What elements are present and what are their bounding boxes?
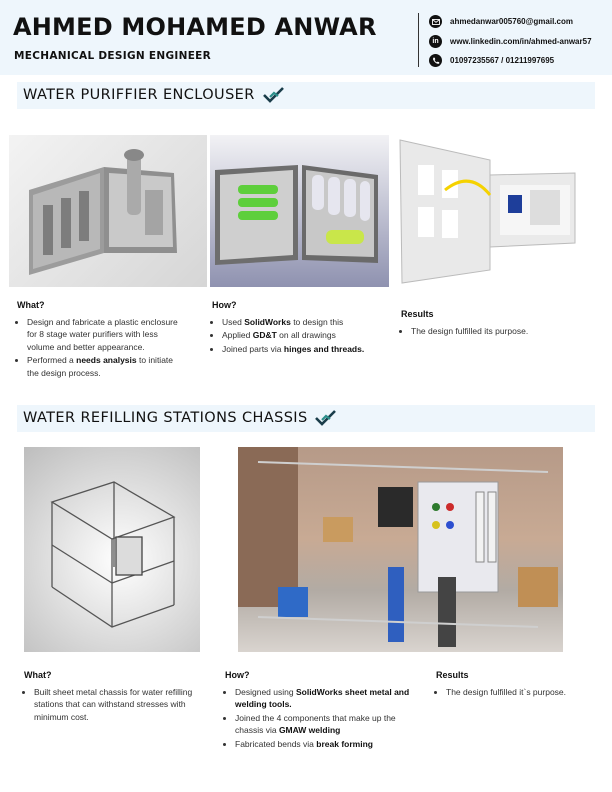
how-section <box>225 669 420 751</box>
what-list <box>24 686 209 724</box>
list-item: • Designed using SolidWorks sheet metal and welding tools. <box>235 686 420 711</box>
check-icon <box>262 85 286 104</box>
how-section <box>212 299 367 356</box>
email-text[interactable]: ahmedanwar005760@gmail.com <box>450 17 573 26</box>
how-list <box>225 686 420 751</box>
list-item: • Applied GD&T on all drawings <box>222 329 367 342</box>
project-title: WATER REFILLING STATIONS CHASSIS <box>23 410 308 426</box>
list-item: • Built sheet metal chassis for water refilling stations that can withstand stresses with minimum cost. <box>34 686 209 724</box>
list-item: • Design and fabricate a plastic enclosure for 8 stage water purifiers with less volume and better appearance. <box>27 316 182 354</box>
list-item: • Performed a needs analysis to initiate the design process. <box>27 354 182 379</box>
how-heading: How? <box>225 670 250 680</box>
results-list <box>436 686 586 699</box>
what-heading: What? <box>24 670 52 680</box>
list-item: • The design fulfilled it`s purpose. <box>446 686 586 699</box>
contact-phone[interactable] <box>429 54 554 67</box>
person-name: AHMED MOHAMED ANWAR <box>13 13 377 41</box>
what-section <box>24 669 209 724</box>
mail-icon <box>429 15 442 28</box>
linkedin-text[interactable]: www.linkedin.com/in/ahmed-anwar57 <box>450 37 592 46</box>
resume-header <box>0 0 612 75</box>
results-list <box>401 325 596 338</box>
list-item: • Fabricated bends via break forming <box>235 738 420 751</box>
list-item: • Joined the 4 components that make up the chassis via GMAW welding <box>235 712 420 737</box>
section-heading-band <box>17 82 595 109</box>
contact-email[interactable] <box>429 15 573 28</box>
what-heading: What? <box>17 300 45 310</box>
check-icon <box>314 408 338 427</box>
results-heading: Results <box>401 309 434 319</box>
enclosure-filters-render-image <box>210 135 389 287</box>
project-title: WATER PURIFFIER ENCLOUSER <box>23 87 255 103</box>
list-item: • Used SolidWorks to design this <box>222 316 367 329</box>
chassis-workshop-photo-image <box>238 447 563 652</box>
chassis-cad-render-image <box>24 447 200 652</box>
linkedin-icon: in <box>429 35 442 48</box>
phone-text[interactable]: 01097235567 / 01211997695 <box>450 56 555 65</box>
results-section <box>436 669 586 699</box>
contact-linkedin[interactable] <box>429 35 592 48</box>
header-divider <box>418 13 419 67</box>
results-section <box>401 308 596 338</box>
how-heading: How? <box>212 300 237 310</box>
what-list <box>17 316 182 380</box>
enclosure-cad-render-image <box>9 135 207 287</box>
what-section <box>17 299 182 380</box>
how-list <box>212 316 367 356</box>
job-title: MECHANICAL DESIGN ENGINEER <box>14 50 212 62</box>
section-heading-band <box>17 405 595 432</box>
phone-icon <box>429 54 442 67</box>
results-heading: Results <box>436 670 469 680</box>
enclosure-photo-image <box>390 135 602 295</box>
list-item: • Joined parts via hinges and threads. <box>222 343 367 356</box>
list-item: • The design fulfilled its purpose. <box>411 325 596 338</box>
